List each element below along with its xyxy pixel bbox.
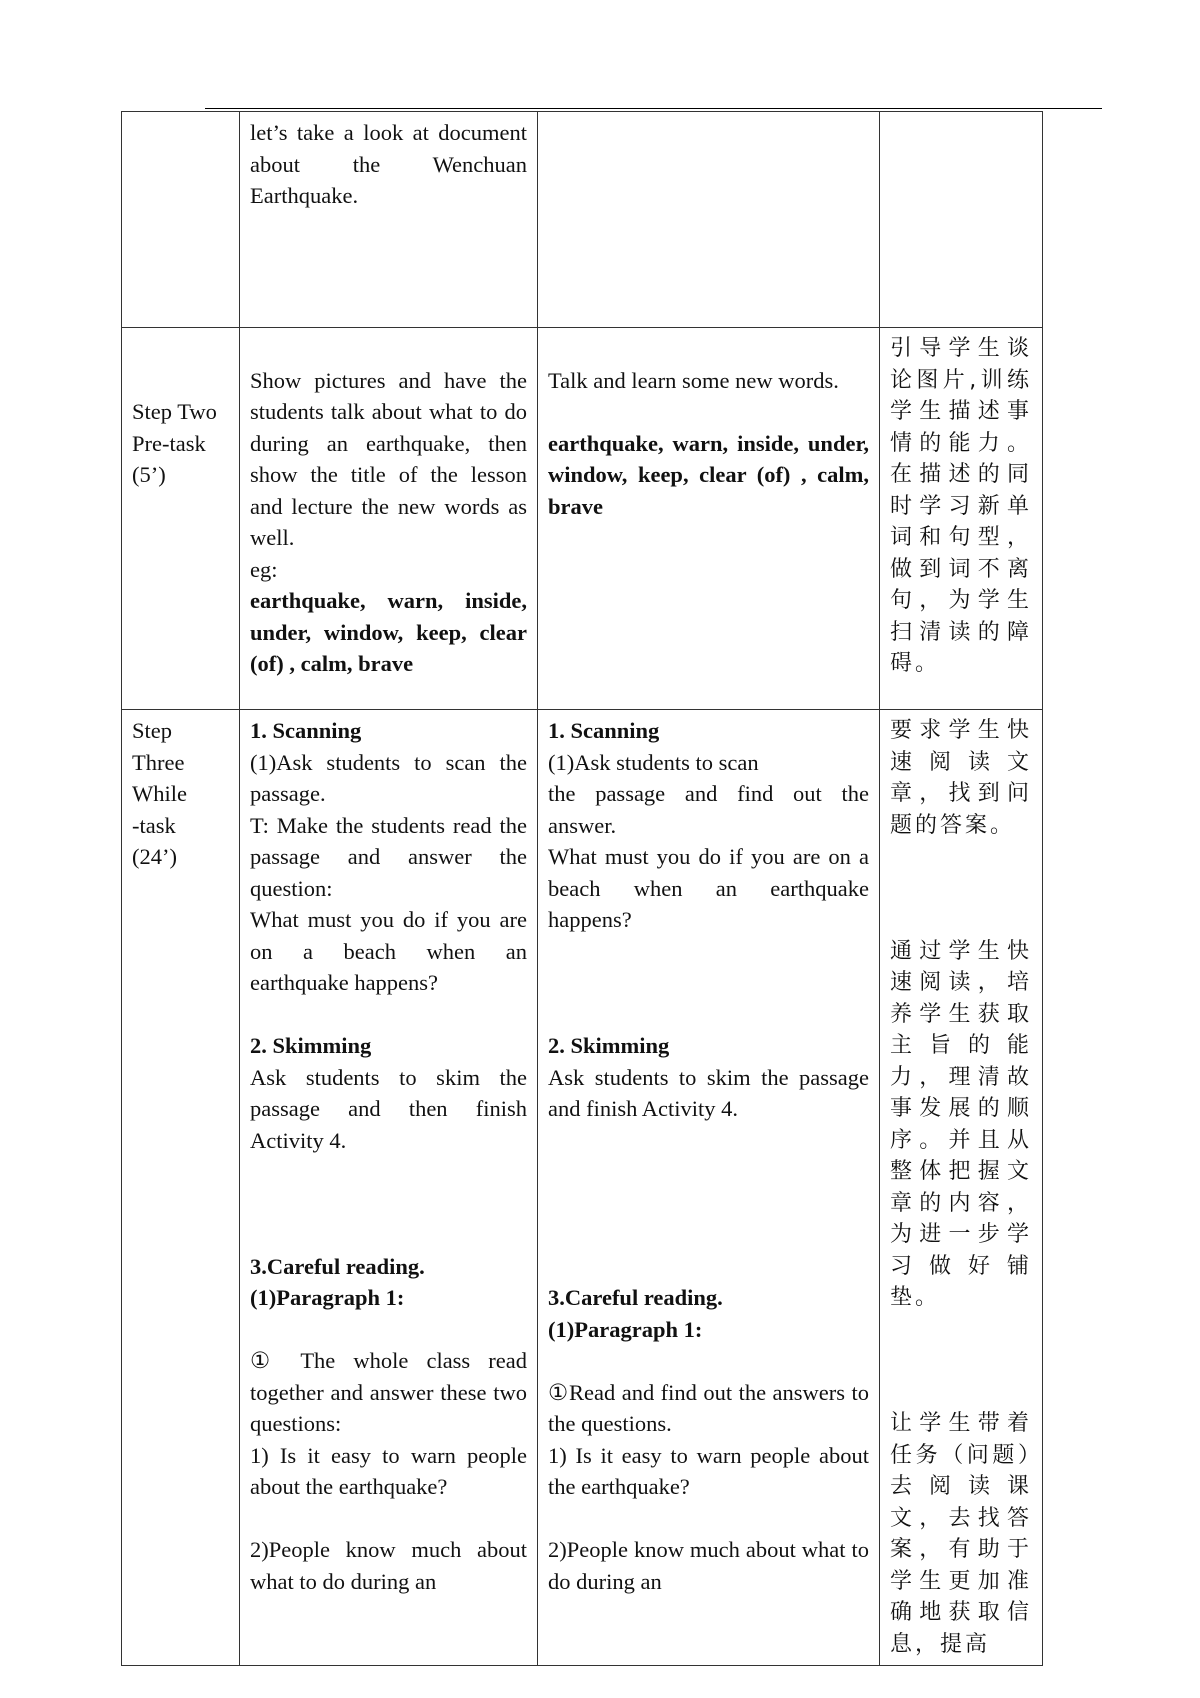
teacher-text: (1)Ask students to scan the passage.	[250, 749, 527, 806]
section-heading: 1. Scanning	[548, 718, 660, 743]
teacher-text: ① The whole class read together and answer these two questions:	[250, 1348, 527, 1436]
student-activity-cell	[538, 112, 880, 328]
section-heading: 1. Scanning	[250, 718, 362, 743]
teacher-activity-cell	[240, 328, 538, 710]
student-text: ①Read and find out the answers to the questions.	[548, 1379, 869, 1436]
step-time: (5’)	[132, 462, 166, 487]
purpose-text: 通过学生快速阅读，培养学生获取主旨的能力，理清故事发展的顺序。并且从整体把握文章的内容，为进一步学习做好铺垫。	[890, 938, 1032, 1310]
purpose-cell	[880, 710, 1043, 1666]
subsection-heading: (1)Paragraph 1:	[548, 1316, 703, 1342]
step-time: (24’)	[132, 844, 177, 869]
student-activity-cell	[538, 710, 880, 1666]
step-stage-suffix: -task	[132, 812, 176, 838]
teacher-text: T: Make the students read the passage and answer the question:	[250, 812, 527, 901]
question-text: 1) Is it easy to warn people about the earthquake?	[548, 1442, 869, 1499]
example-label: eg:	[250, 556, 278, 582]
teacher-text: let’s take a look at document about the Wenchuan Earthquake.	[250, 120, 527, 208]
question-text: 2)People know much about what to do during an	[548, 1537, 869, 1594]
section-heading: 3.Careful reading.	[250, 1253, 425, 1279]
question-text: 1) Is it easy to warn people about the earthquake?	[250, 1442, 527, 1499]
vocabulary-list: earthquake, warn, inside, under, window, keep, clear (of) , calm, brave	[250, 588, 527, 676]
purpose-cell	[880, 112, 1043, 328]
lesson-plan-table	[121, 111, 1043, 1666]
table-row	[122, 710, 1043, 1666]
purpose-text: 引导学生谈论图片,训练学生描述事情的能力。在描述的同时学习新单词和句型，做到词不离句，为学生扫清读的障碍。	[890, 336, 1032, 676]
purpose-text: 让学生带着任务（问题）去阅读课文，去找答案，有助于学生更加准确地获取信息，提高	[890, 1411, 1032, 1657]
table-row	[122, 328, 1043, 710]
question-text: What must you do if you are on a beach when an earthquake happens?	[548, 844, 869, 932]
step-number: Three	[132, 749, 185, 775]
teacher-text: Ask students to skim the passage and then finish Activity 4.	[250, 1064, 527, 1153]
section-heading: 2. Skimming	[250, 1033, 372, 1058]
student-activity-cell	[538, 328, 880, 710]
student-text: (1)Ask students to scan	[548, 749, 759, 775]
step-stage: Pre-task	[132, 430, 206, 456]
teacher-intro: Show pictures and have the students talk about what to do during an earthquake, then show the title of the lesson and lecture the new words as well.	[250, 367, 527, 550]
student-text: Ask students to skim the passage and finish Activity 4.	[548, 1064, 869, 1121]
table-row	[122, 112, 1043, 328]
question-text: 2)People know much about what to do during an	[250, 1537, 527, 1594]
step-name: Step Two	[132, 399, 217, 424]
student-intro: Talk and learn some new words.	[548, 367, 839, 393]
question-text: What must you do if you are on a beach when an earthquake happens?	[250, 907, 527, 995]
subsection-heading: (1)Paragraph 1:	[250, 1285, 405, 1310]
student-text: the passage and find out the answer.	[548, 781, 869, 838]
step-cell	[122, 328, 240, 710]
step-cell	[122, 112, 240, 328]
purpose-cell	[880, 328, 1043, 710]
teacher-activity-cell	[240, 710, 538, 1666]
teacher-activity-cell	[240, 112, 538, 328]
step-cell	[122, 710, 240, 1666]
header-rule	[205, 108, 1102, 109]
step-name: Step	[132, 718, 173, 743]
section-heading: 2. Skimming	[548, 1033, 670, 1058]
purpose-text: 要求学生快速阅读文章，找到问题的答案。	[890, 718, 1032, 838]
step-stage: While	[132, 781, 187, 806]
section-heading: 3.Careful reading.	[548, 1285, 723, 1310]
vocabulary-list: earthquake, warn, inside, under, window, keep, clear (of) , calm, brave	[548, 430, 869, 519]
